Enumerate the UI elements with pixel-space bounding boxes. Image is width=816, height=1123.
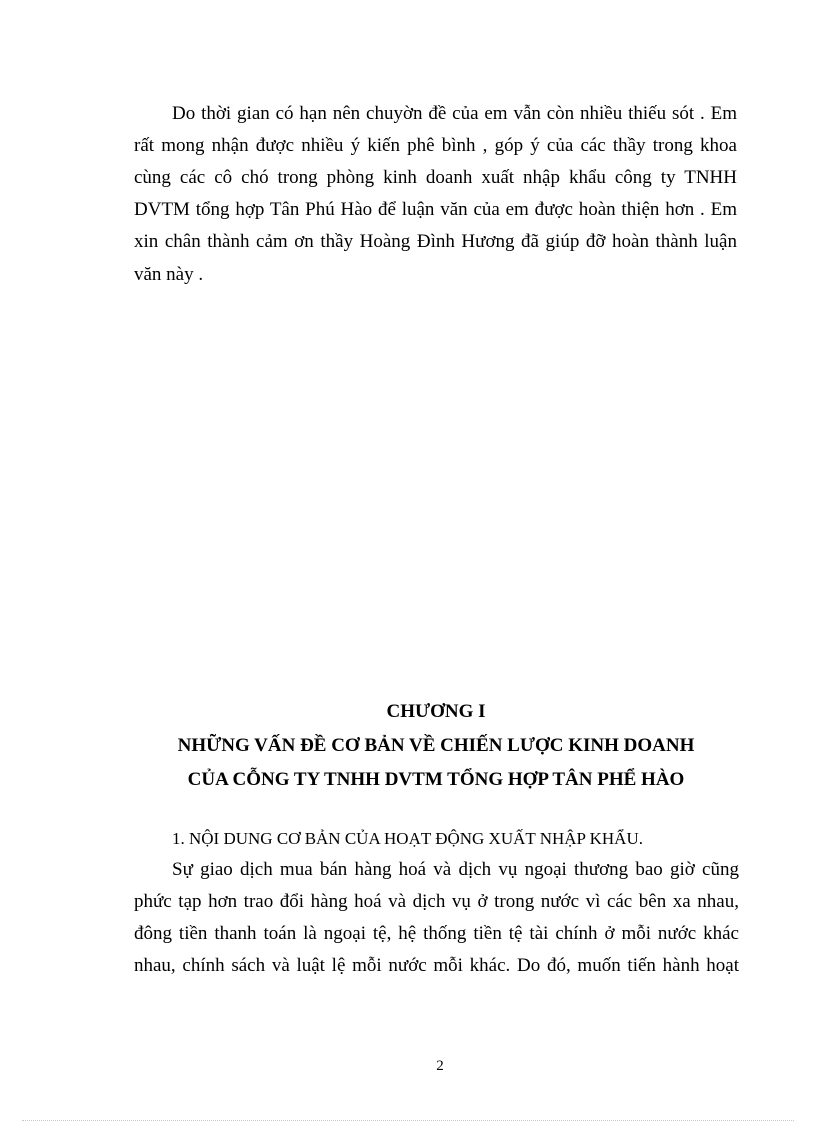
intro-line-5: xin chân thành cảm ơn thầy Hoàng Đình Hương đã giúp đỡ hoàn thành luận (134, 231, 737, 252)
intro-line-6: văn này . (134, 264, 204, 285)
section-body-line-4: nhau, chính sách và luật lệ mỗi nước mỗi khác. Do đó, muốn tiến hành hoạt (134, 955, 739, 976)
section-body-line-2: phức tạp hơn trao đổi hàng hoá và dịch vụ ở trong nước vì các bên xa nhau, (134, 891, 739, 912)
section-body-line-1: Sự giao dịch mua bán hàng hoá và dịch vụ ngoại thương bao giờ cũng (172, 859, 739, 880)
chapter-title-line-1: NHỮNG VẤN ĐỀ CƠ BẢN VỀ CHIẾN LƯỢC KINH DOANH (177, 735, 695, 756)
page-break-divider (22, 1120, 794, 1121)
page-number: 2 (436, 1058, 444, 1074)
intro-line-2: rất mong nhận được nhiều ý kiến phê bình , góp ý của các thầy trong khoa (134, 135, 737, 156)
intro-line-4: DVTM tổng hợp Tân Phú Hào để luận văn của em được hoàn thiện hơn . Em (134, 199, 737, 220)
section-body-line-3: đông tiền thanh toán là ngoại tệ, hệ thống tiền tệ tài chính ở mỗi nước khác (134, 923, 739, 944)
chapter-title-line-2: CỦA CỖNG TY TNHH DVTM TỔNG HỢP TÂN PHỂ HÀO (187, 769, 685, 790)
section-heading: 1. NỘI DUNG CƠ BẢN CỦA HOẠT ĐỘNG XUẤT NHẬP KHẨU. (172, 829, 643, 848)
intro-line-1: Do thời gian có hạn nên chuyờn đề của em vẫn còn nhiều thiếu sót . Em (172, 103, 737, 124)
intro-line-3: cùng các cô chó trong phòng kinh doanh xuất nhập khẩu công ty TNHH (134, 167, 737, 188)
chapter-number: CHƯƠNG I (386, 701, 486, 722)
